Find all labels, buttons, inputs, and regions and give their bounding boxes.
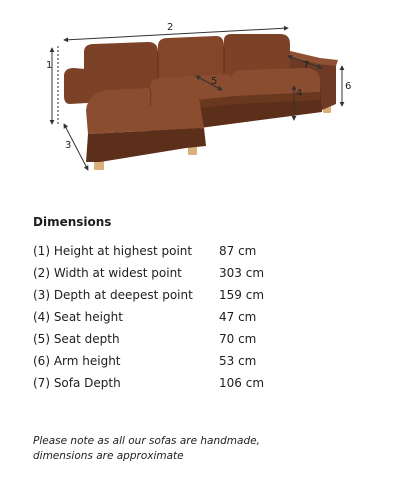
dimension-row-arm-height <box>33 350 293 372</box>
note-line-2: dimensions are approximate <box>33 450 184 462</box>
marker-6: 6 <box>345 81 352 92</box>
dimension-row-seat-depth <box>33 328 293 350</box>
dimension-label: (2) Width at widest point <box>33 266 182 280</box>
marker-5: 5 <box>211 76 218 87</box>
dimension-label: (4) Seat height <box>33 310 123 324</box>
dimension-row-height <box>33 240 293 262</box>
note-line-1: Please note as all our sofas are handmade, <box>33 435 260 447</box>
dimension-value: 53 cm <box>219 354 257 368</box>
dimension-row-depth <box>33 284 293 306</box>
dimension-value: 106 cm <box>219 376 265 390</box>
dimension-row-seat-height <box>33 306 293 328</box>
sofa-illustration <box>0 0 400 200</box>
marker-1: 1 <box>46 60 53 71</box>
handmade-note <box>33 434 373 464</box>
dimension-value: 87 cm <box>219 244 257 258</box>
dimension-row-sofa-depth <box>33 372 293 394</box>
dimension-label: (7) Sofa Depth <box>33 376 121 390</box>
dimension-value: 70 cm <box>219 332 257 346</box>
dimension-label: (1) Height at highest point <box>33 244 193 258</box>
marker-2: 2 <box>167 22 174 33</box>
marker-7: 7 <box>303 60 310 71</box>
marker-4: 4 <box>296 88 303 99</box>
dimension-label: (6) Arm height <box>33 354 121 368</box>
dimension-label: (5) Seat depth <box>33 332 120 346</box>
dimensions-heading: Dimensions <box>33 215 112 229</box>
dimension-label: (3) Depth at deepest point <box>33 288 193 302</box>
dimension-value: 47 cm <box>219 310 257 324</box>
dimension-value: 159 cm <box>219 288 265 302</box>
marker-3: 3 <box>65 140 72 151</box>
dimension-value: 303 cm <box>219 266 265 280</box>
dimension-row-width <box>33 262 293 284</box>
dimensions-list <box>33 240 293 394</box>
